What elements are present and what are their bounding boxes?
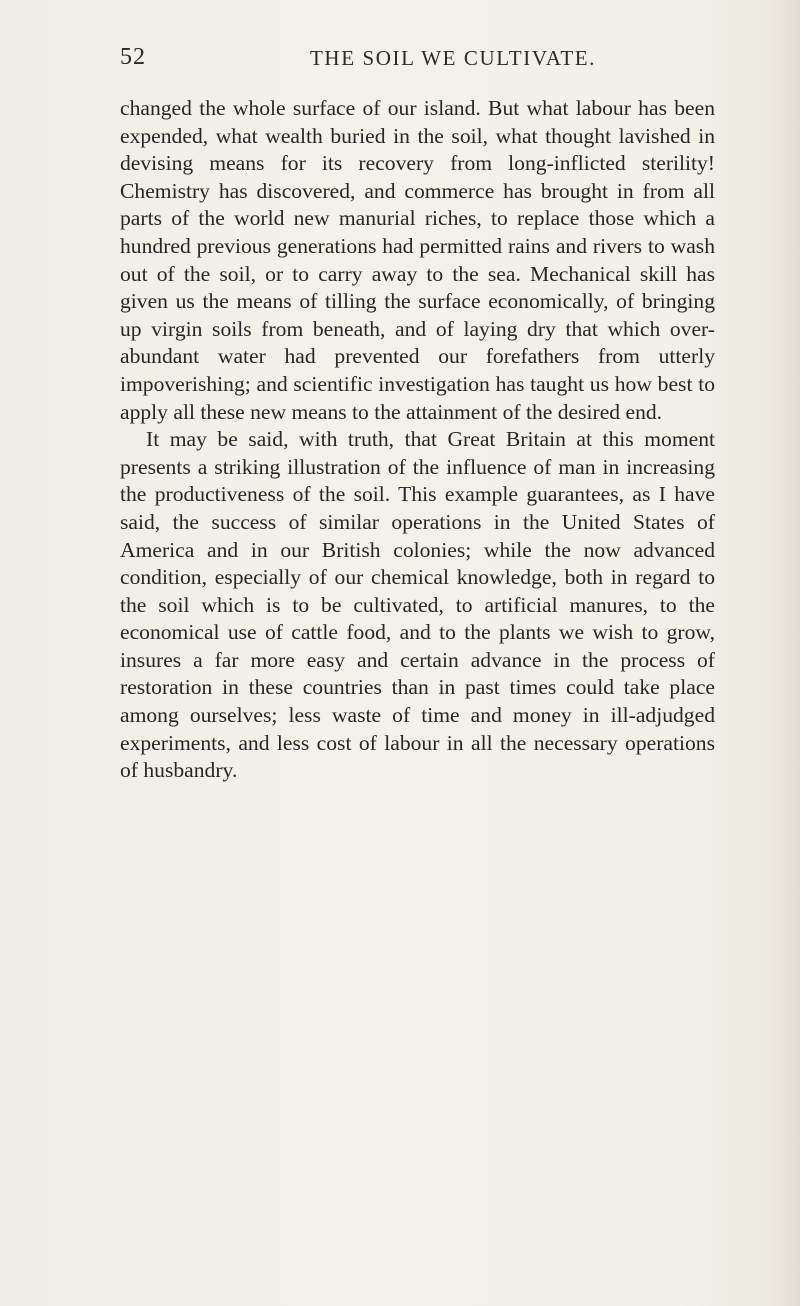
page-number: 52	[120, 44, 146, 70]
paragraph-continued: changed the whole surface of our island. But what labour has been expended, what wealth buried in the soil, what thought lavished in devising means for its recovery from long-inflicted sterility! Chemistry has discovered, and commerce has brought in from all parts of the world new manurial riches, to replace those which a hundred previous generations had permitted rains and rivers to wash out of the soil, or to carry away to the sea. Mechanical skill has given us the means of tilling the surface economically, of bringing up virgin soils from beneath, and of laying dry that which over-abundant water had prevented our forefathers from utterly impoverishing; and scientific investigation has taught us how best to apply all these new means to the attainment of the desired end.	[120, 96, 715, 424]
paragraph: It may be said, with truth, that Great Britain at this moment presents a striking illustration of the influence of man in increasing the productiveness of the soil. This example guarantees, as I have said, the success of similar operations in the United States of America and in our British colonies; while the now advanced condition, especially of our chemical knowledge, both in regard to the soil which is to be cultivated, to artificial manures, to the economical use of cattle food, and to the plants we wish to grow, insures a far more easy and certain advance in the process of restoration in these countries than in past times could take place among ourselves; less waste of time and money in ill-adjudged experiments, and less cost of labour in all the necessary operations of husbandry.	[120, 427, 715, 783]
body-text	[120, 95, 715, 785]
running-title: THE SOIL WE CULTIVATE.	[310, 46, 597, 70]
page-edge-shadow	[772, 0, 800, 1306]
running-head	[120, 44, 715, 84]
